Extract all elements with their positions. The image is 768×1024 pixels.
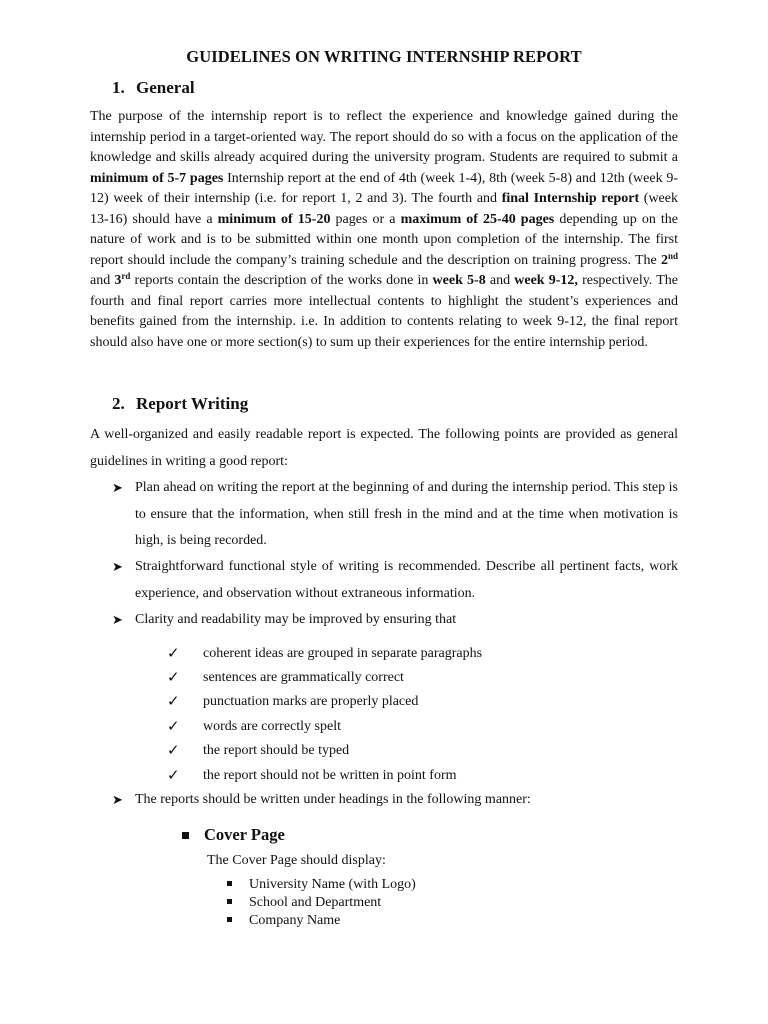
square-bullet-icon bbox=[227, 899, 232, 904]
section-title: Report Writing bbox=[136, 394, 249, 413]
cover-item bbox=[227, 894, 381, 912]
check-text: coherent ideas are grouped in separate paragraphs bbox=[203, 646, 483, 661]
check-icon: ✓ bbox=[167, 694, 180, 710]
arrow-bullet-icon: ➤ bbox=[112, 612, 123, 627]
paragraph-text: reports contain the description of the works done in bbox=[130, 273, 433, 288]
bullet-item bbox=[112, 787, 678, 814]
cover-item-text: University Name (with Logo) bbox=[249, 877, 416, 892]
square-bullet-icon bbox=[227, 881, 232, 886]
square-bullet-icon bbox=[182, 832, 189, 839]
check-text: sentences are grammatically correct bbox=[203, 670, 404, 685]
check-text: the report should not be written in point form bbox=[203, 768, 457, 783]
section-2-heading bbox=[112, 394, 248, 414]
arrow-bullet-icon: ➤ bbox=[112, 559, 123, 574]
check-item bbox=[167, 717, 341, 737]
emphasis-text: 2 bbox=[660, 252, 668, 268]
cover-page-heading bbox=[182, 825, 285, 845]
arrow-bullet-icon: ➤ bbox=[112, 792, 123, 807]
cover-item-text: Company Name bbox=[249, 913, 341, 928]
section-title: General bbox=[136, 78, 195, 97]
check-icon: ✓ bbox=[167, 743, 180, 759]
check-item bbox=[167, 741, 349, 761]
check-item bbox=[167, 766, 457, 786]
emphasis-text: rd bbox=[121, 271, 131, 281]
bullet-text: Plan ahead on writing the report at the beginning of and during the internship period. This step is to ensure that the information, when still fresh in the mind and at the time when motivation is high, is being recorded. bbox=[135, 480, 678, 548]
paragraph-text: respectively. The fourth and final report carries more intellectual contents to highlight the student’s experiences and benefits gained from the internship. i.e. In addition to contents relating to week 9-12, the final report should also have one or more section(s) to sum up their experiences for the entire internship period. bbox=[90, 273, 678, 350]
check-item bbox=[167, 644, 482, 664]
cover-item bbox=[227, 876, 416, 894]
bullet-text: Clarity and readability may be improved by ensuring that bbox=[135, 612, 457, 627]
emphasis-text: nd bbox=[667, 250, 678, 261]
check-text: punctuation marks are properly placed bbox=[203, 694, 419, 709]
emphasis-text: week 9-12, bbox=[514, 273, 578, 288]
check-text: the report should be typed bbox=[203, 743, 350, 758]
check-icon: ✓ bbox=[167, 646, 180, 662]
bullet-item bbox=[112, 607, 678, 634]
emphasis-text: 3 bbox=[114, 273, 122, 288]
section-number: 2. bbox=[112, 394, 125, 413]
check-icon: ✓ bbox=[167, 768, 180, 784]
paragraph-text: The purpose of the internship report is to reflect the experience and knowledge gained during the internship period in a target-oriented way. The report should do so with a focus on the application of the knowledge and skills already acquired during the university program. Students are required to submit a bbox=[90, 109, 678, 165]
paragraph-text: and bbox=[485, 273, 515, 288]
general-paragraph bbox=[90, 107, 678, 353]
paragraph-text: pages or a bbox=[330, 211, 401, 227]
section-1-heading bbox=[112, 78, 195, 98]
emphasis-text: week 5-8 bbox=[432, 273, 486, 288]
cover-page-title: Cover Page bbox=[204, 825, 285, 844]
bullet-text: The reports should be written under headings in the following manner: bbox=[135, 792, 531, 807]
check-item bbox=[167, 668, 404, 688]
check-icon: ✓ bbox=[167, 670, 180, 686]
check-item bbox=[167, 692, 418, 712]
cover-page-intro: The Cover Page should display: bbox=[207, 853, 386, 868]
report-writing-intro: A well-organized and easily readable report is expected. The following points are provided as general guidelines in writing a good report: bbox=[90, 427, 678, 469]
check-text: words are correctly spelt bbox=[203, 719, 341, 734]
paragraph-text: Internship report at the end of 4th (week 1-4), 8th (week 5-8) and 12th (week 9-12) week of their internship (i.e. for report 1, 2 and 3). The fourth and bbox=[90, 170, 678, 206]
cover-item bbox=[227, 912, 340, 930]
cover-item-text: School and Department bbox=[249, 895, 382, 910]
emphasis-text: minimum of 5-7 pages bbox=[90, 170, 224, 186]
paragraph-text: depending up on the nature of work and is to be submitted within one month upon completion of the internship. The first report should include the company’s training schedule and the description on training progress. The bbox=[90, 211, 678, 268]
paragraph-text: and bbox=[90, 273, 115, 288]
page-title: GUIDELINES ON WRITING INTERNSHIP REPORT bbox=[186, 47, 582, 66]
section-number: 1. bbox=[112, 78, 125, 97]
check-icon: ✓ bbox=[167, 719, 180, 735]
emphasis-text: minimum of 15-20 bbox=[217, 211, 331, 227]
square-bullet-icon bbox=[227, 917, 232, 922]
emphasis-text: maximum of 25-40 pages bbox=[400, 211, 555, 227]
emphasis-text: final Internship report bbox=[501, 191, 640, 206]
bullet-item bbox=[112, 554, 678, 607]
bullet-item bbox=[112, 475, 678, 555]
paragraph-text: (week 13-16) should have a bbox=[90, 191, 678, 227]
arrow-bullet-icon: ➤ bbox=[112, 480, 123, 495]
bullet-text: Straightforward functional style of writing is recommended. Describe all pertinent facts, work experience, and observation without extraneous information. bbox=[135, 559, 678, 601]
